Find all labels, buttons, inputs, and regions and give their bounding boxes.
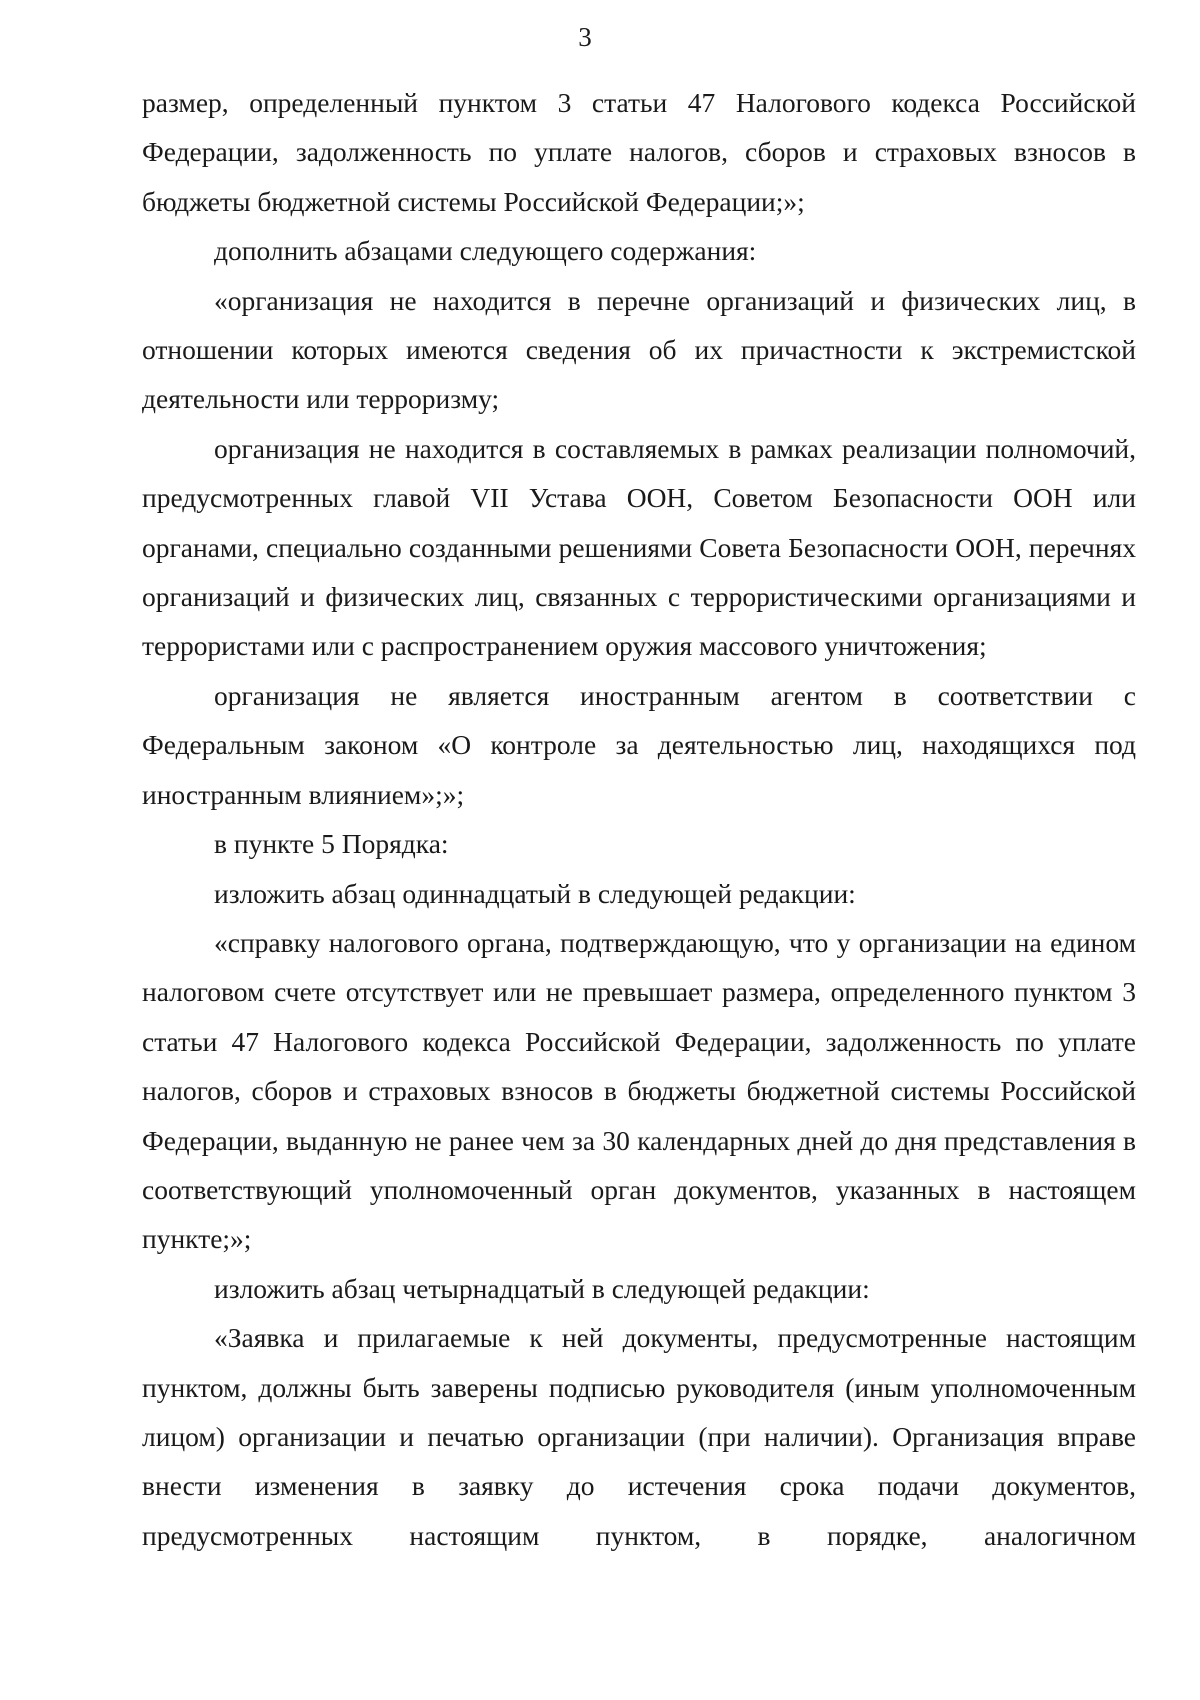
paragraph-application-signature: «Заявка и прилагаемые к ней документы, предусмотренные настоящим пунктом, должны быть заверены подписью руководителя (иным уполномоченным лицом) организации и печатью организации (при наличии). Организация вправе внести изменения в заявку до истечения срока подачи документов, предусмотренных настоящим пунктом, в порядке, аналогичном [142,1322,1136,1551]
document-body [142,78,1136,1560]
page-number: 3 [578,22,592,52]
paragraph-un-lists: организация не находится в составляемых в рамках реализации полномочий, предусмотренных главой VII Устава ООН, Советом Безопасности ООН или органами, специально созданными решениями Совета Безопасности ООН, перечнях организаций и физических лиц, связанных с террористическими организациями и террористами или с распространением оружия массового уничтожения; [142,432,1136,662]
paragraph-instruction-fourteenth: изложить абзац четырнадцатый в следующей редакции: [214,1272,870,1304]
paragraph-foreign-agent: организация не является иностранным агентом в соответствии с Федеральным законом «О контроле за деятельностью лиц, находящихся под иностранным влиянием»;»; [142,679,1136,810]
paragraph-point-5: в пункте 5 Порядка: [214,828,449,860]
paragraph-instruction-eleventh: изложить абзац одиннадцатый в следующей редакции: [214,877,856,909]
paragraph-extremism-list: «организация не находится в перечне организаций и физических лиц, в отношении которых имеются сведения об их причастности к экстремистской деятельности или терроризму; [142,284,1136,415]
paragraph-tax-certificate: «справку налогового органа, подтверждающую, что у организации на едином налоговом счете отсутствует или не превышает размера, определенного пунктом 3 статьи 47 Налогового кодекса Российской Федерации, задолженность по уплате налогов, сборов и страховых взносов в бюджеты бюджетной системы Российской Федерации, выданную не ранее чем за 30 календарных дней до дня представления в соответствующий уполномоченный орган документов, указанных в настоящем пункте;»; [142,926,1136,1255]
paragraph-continuation: размер, определенный пунктом 3 статьи 47 Налогового кодекса Российской Федерации, задолженность по уплате налогов, сборов и страховых взносов в бюджеты бюджетной системы Российской Федерации;»; [142,87,1136,217]
paragraph-instruction-add: дополнить абзацами следующего содержания: [214,235,757,267]
